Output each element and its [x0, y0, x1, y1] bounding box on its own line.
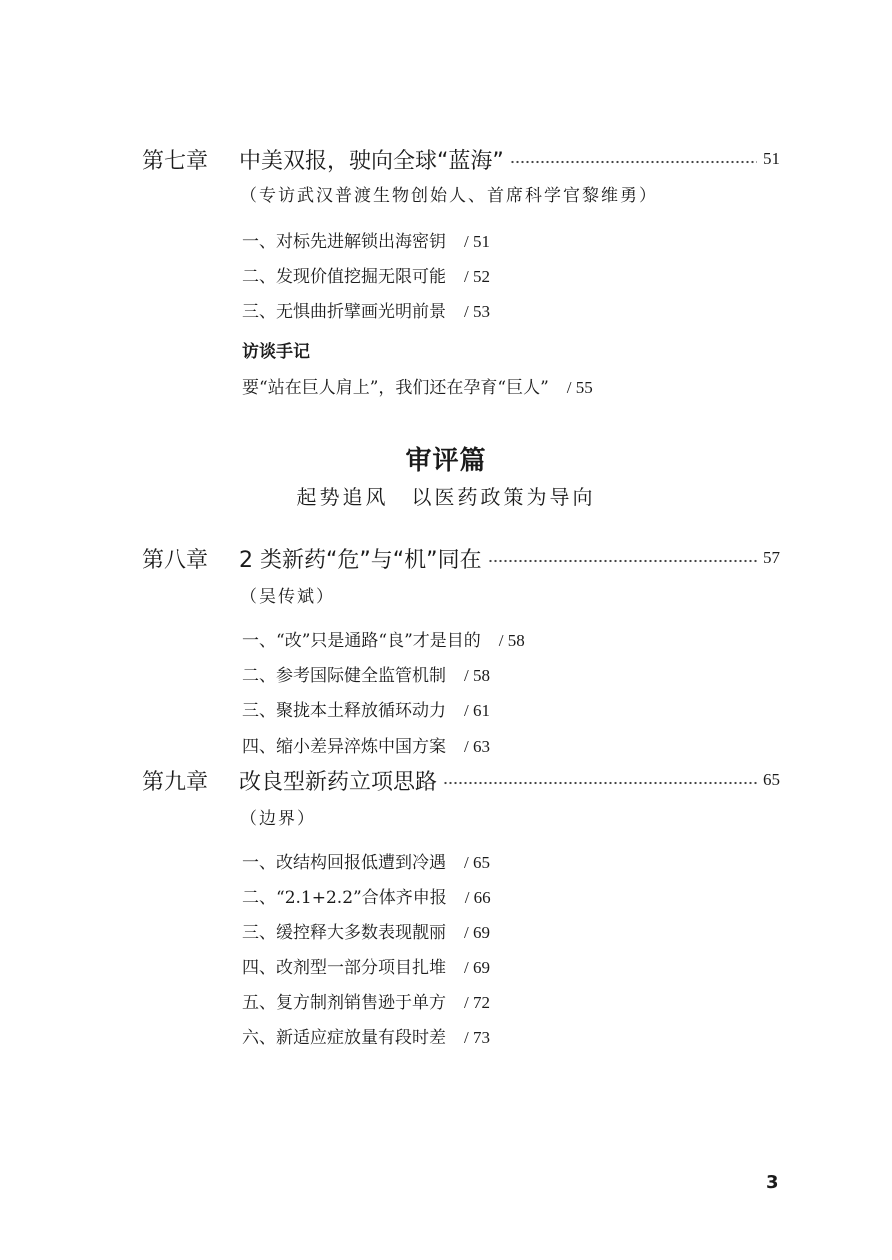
- section-title: 一、“改”只是通路“良”才是目的: [242, 631, 481, 651]
- section-title: 二、发现价值挖掘无限可能: [242, 267, 446, 287]
- section-page: / 52: [464, 267, 490, 286]
- toc-section: [242, 262, 490, 287]
- section-page: / 53: [464, 302, 490, 321]
- section-page: / 55: [566, 378, 593, 397]
- section-page: / 58: [464, 666, 490, 685]
- section-title: 四、改剂型一部分项目扎堆: [242, 958, 446, 978]
- chapter-9-author: （边界）: [240, 809, 316, 829]
- section-title: 六、新适应症放量有段时差: [242, 1028, 446, 1048]
- chapter-9-heading: [142, 763, 780, 797]
- chapter-8-label: 第八章: [142, 547, 209, 573]
- dot-leader: [510, 159, 757, 165]
- section-title: 要“站在巨人肩上”，我们还在孕育“巨人”: [242, 378, 549, 398]
- part-subtitle: 起势追风 以医药政策为导向: [296, 485, 596, 509]
- chapter-7-author: （专访武汉普渡生物创始人、首席科学官黎维勇）: [240, 186, 658, 206]
- section-page: / 51: [464, 232, 490, 251]
- chapter-7-page: 51: [763, 149, 780, 168]
- section-title: 一、改结构回报低遭到冷遇: [242, 853, 446, 873]
- section-page: / 69: [464, 923, 490, 942]
- chapter-9-label: 第九章: [142, 769, 209, 795]
- dot-leader: [443, 780, 757, 786]
- toc-section: [242, 297, 490, 322]
- section-title: 三、缓控释大多数表现靓丽: [242, 923, 446, 943]
- chapter-9-page: 65: [763, 770, 780, 789]
- chapter-9-title: 改良型新药立项思路: [239, 769, 438, 795]
- section-page: / 72: [464, 993, 490, 1012]
- chapter-7-label: 第七章: [142, 148, 209, 174]
- section-page: / 63: [464, 737, 490, 756]
- toc-section: [242, 227, 490, 252]
- toc-section: [242, 626, 525, 651]
- section-title: 一、对标先进解锁出海密钥: [242, 232, 446, 252]
- chapter-7-title: 中美双报，驶向全球“蓝海”: [239, 148, 504, 174]
- toc-section: [242, 661, 490, 686]
- toc-section: [242, 373, 593, 398]
- toc-section: [242, 988, 490, 1013]
- section-title: 二、参考国际健全监管机制: [242, 666, 446, 686]
- section-title: 四、缩小差异淬炼中国方案: [242, 737, 446, 757]
- toc-section: [242, 1023, 490, 1048]
- section-page: / 69: [464, 958, 490, 977]
- section-title: 三、聚拢本土释放循环动力: [242, 701, 446, 721]
- chapter-7-heading: [142, 142, 780, 176]
- chapter-8-author: （吴传斌）: [240, 587, 335, 607]
- section-page: / 73: [464, 1028, 490, 1047]
- chapter-8-title: 2 类新药“危”与“机”同在: [239, 547, 482, 573]
- section-page: / 65: [464, 853, 490, 872]
- toc-section: [242, 883, 491, 908]
- interview-notes-heading: 访谈手记: [242, 342, 310, 362]
- toc-section: [242, 696, 490, 721]
- section-page: / 58: [498, 631, 525, 650]
- chapter-8-page: 57: [763, 548, 780, 567]
- toc-section: [242, 918, 490, 943]
- section-page: / 61: [464, 701, 490, 720]
- toc-section: [242, 848, 490, 873]
- section-title: 五、复方制剂销售逊于单方: [242, 993, 446, 1013]
- toc-section: [242, 732, 490, 757]
- section-title: 二、“2.1+2.2”合体齐申报: [242, 888, 447, 908]
- section-page: / 66: [464, 888, 491, 907]
- section-title: 三、无惧曲折擘画光明前景: [242, 302, 446, 322]
- page-number: 3: [766, 1172, 779, 1193]
- chapter-8-heading: [142, 541, 780, 575]
- toc-section: [242, 953, 490, 978]
- dot-leader: [488, 558, 757, 564]
- part-title: 审评篇: [405, 446, 487, 476]
